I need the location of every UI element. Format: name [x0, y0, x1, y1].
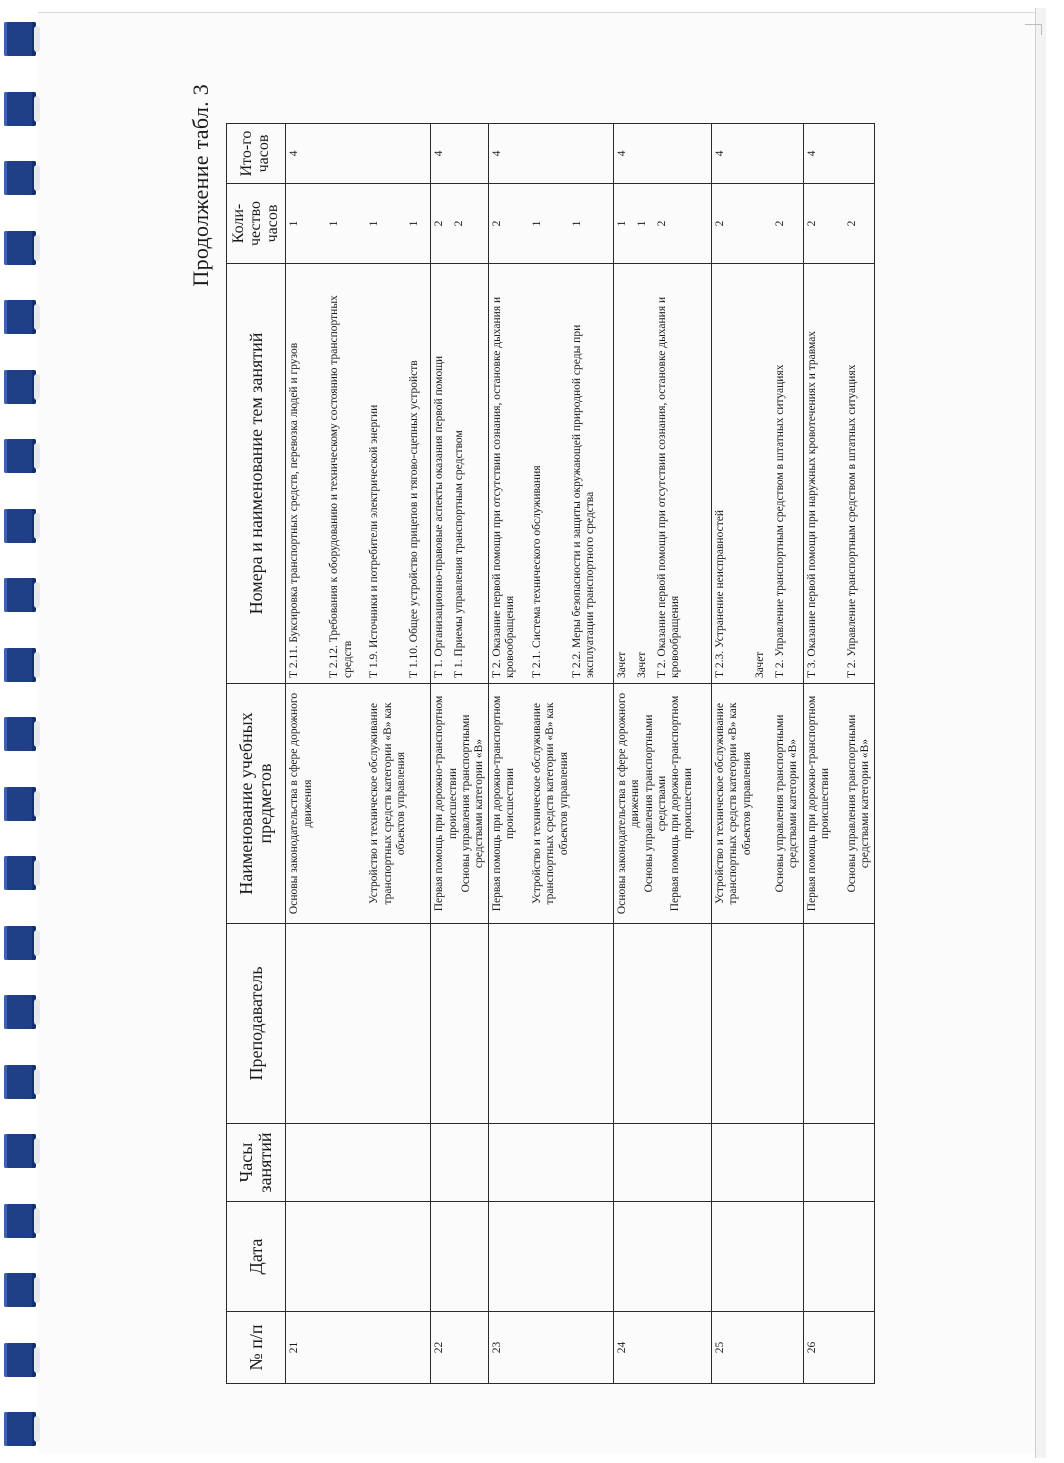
date-cell — [431, 1202, 489, 1312]
hour-count: 2 — [774, 220, 787, 227]
subject-entry: Основы управления транспортными средствами — [642, 714, 668, 893]
row-number: 22 — [431, 1312, 489, 1384]
binding-ring — [4, 1065, 36, 1099]
total-hours: 4 — [286, 124, 431, 184]
binding-ring — [4, 439, 36, 473]
binding-ring — [4, 1134, 36, 1168]
row-number: 24 — [614, 1312, 712, 1384]
topic-entry: Зачет — [754, 651, 767, 678]
topic-cell — [803, 264, 874, 684]
hours-cell — [431, 1124, 489, 1202]
topic-cell — [286, 264, 431, 684]
binding-ring — [4, 1273, 36, 1307]
binding-ring — [4, 92, 36, 126]
count-cell — [489, 184, 614, 264]
hours-cell — [286, 1124, 431, 1202]
rotated-page-content — [188, 84, 878, 1384]
date-cell — [614, 1202, 712, 1312]
topic-entry: Зачет — [616, 651, 629, 678]
header-count: Коли-чество часов — [227, 184, 286, 264]
binding-ring — [4, 1412, 36, 1446]
binding-ring — [4, 648, 36, 682]
header-subject: Наименование учебных предметов — [227, 684, 286, 924]
subject-entry: Первая помощь при дорожно-транспортном происшествии — [433, 695, 459, 912]
page-edge — [1035, 8, 1046, 1458]
header-teacher: Преподаватель — [227, 924, 286, 1124]
binding-ring — [4, 926, 36, 960]
header-num: № п/п — [227, 1312, 286, 1384]
teacher-cell — [712, 924, 803, 1124]
hour-count — [754, 189, 774, 258]
binding-ring — [4, 22, 36, 56]
hour-count: 2 — [805, 220, 818, 227]
subject-cell — [431, 684, 489, 924]
hours-cell — [803, 1124, 874, 1202]
subject-entry: Первая помощь при дорожно-транспортном происшествии — [491, 695, 517, 912]
topic-entry: Т 2. Управление транспортным средством в штатных ситуациях — [845, 364, 858, 678]
teacher-cell — [614, 924, 712, 1124]
topic-cell — [712, 264, 803, 684]
topic-entry: Т 2.12. Требования к оборудованию и техническому состоянию транспортных средств — [328, 295, 354, 678]
binding-ring — [4, 1204, 36, 1238]
subject-cell — [712, 684, 803, 924]
subject-entry: Устройство и техническое обслуживание транспортных средств категории «В» как объектов управления — [531, 702, 570, 905]
subject-entry: Основы законодательства в сфере дорожного движения — [288, 692, 314, 915]
date-cell — [712, 1202, 803, 1312]
row-number: 26 — [803, 1312, 874, 1384]
topic-entry: Т 1. Приемы управления транспортным средством — [453, 430, 466, 678]
binding-ring — [4, 787, 36, 821]
binding-ring — [4, 300, 36, 334]
topic-cell — [489, 264, 614, 684]
teacher-cell — [489, 924, 614, 1124]
teacher-cell — [803, 924, 874, 1124]
count-cell — [803, 184, 874, 264]
page-corner-mark — [1025, 24, 1042, 35]
topic-entry: Т 2. Управление транспортным средством в штатных ситуациях — [774, 364, 787, 678]
subject-entry: Устройство и техническое обслуживание транспортных средств категории «В» как объектов управления — [714, 702, 753, 905]
topic-entry: Т 2.1. Система технического обслуживания — [531, 465, 544, 678]
subject-entry — [328, 689, 368, 918]
topic-entry: Т 1.9. Источники и потребители электрической энергии — [368, 404, 381, 678]
subject-entry — [571, 689, 611, 918]
hour-count: 2 — [491, 220, 504, 227]
table-row — [712, 124, 803, 1384]
count-cell — [431, 184, 489, 264]
table-row — [431, 124, 489, 1384]
subject-entry: Устройство и техническое обслуживание транспортных средств категории «В» как объектов управления — [368, 702, 407, 905]
topic-entry: Т 2. Оказание первой помощи при отсутствии сознания, остановке дыхания и кровообращения — [491, 296, 517, 678]
subject-entry: Первая помощь при дорожно-транспортном происшествии — [669, 695, 695, 912]
row-number: 23 — [489, 1312, 614, 1384]
subject-cell — [803, 684, 874, 924]
row-number: 25 — [712, 1312, 803, 1384]
subject-entry — [754, 689, 774, 918]
date-cell — [489, 1202, 614, 1312]
topic-entry: Зачет — [636, 651, 649, 678]
binding-ring — [4, 231, 36, 265]
topic-entry: Т 1. Организационно-правовые аспекты оказания первой помощи — [433, 355, 446, 678]
hour-count: 1 — [616, 220, 629, 227]
topic-entry: Т 2.3. Устранение неисправностей — [714, 510, 727, 678]
binding-ring — [4, 578, 36, 612]
count-cell — [286, 184, 431, 264]
subject-entry: Основы законодательства в сфере дорожного движения — [616, 692, 642, 915]
date-cell — [803, 1202, 874, 1312]
table-caption: Продолжение табл. 3 — [188, 84, 213, 287]
row-number: 21 — [286, 1312, 431, 1384]
binding-ring — [4, 1343, 36, 1377]
schedule-table — [226, 123, 875, 1384]
hour-count: 1 — [636, 220, 649, 227]
hour-count: 2 — [656, 220, 669, 227]
header-total: Ито-го часов — [227, 124, 286, 184]
subject-cell — [614, 684, 712, 924]
count-cell — [614, 184, 712, 264]
teacher-cell — [286, 924, 431, 1124]
hour-count: 2 — [433, 220, 446, 227]
header-row — [227, 124, 286, 1384]
binding-ring — [4, 370, 36, 404]
hours-cell — [489, 1124, 614, 1202]
subject-cell — [286, 684, 431, 924]
hour-count: 2 — [714, 220, 727, 227]
subject-entry — [408, 689, 428, 918]
topic-entry: Т 3. Оказание первой помощи при наружных кровотечениях и травмах — [805, 330, 818, 678]
hour-count: 2 — [845, 220, 858, 227]
binding-ring — [4, 509, 36, 543]
hours-cell — [614, 1124, 712, 1202]
subject-entry: Первая помощь при дорожно-транспортном происшествии — [805, 695, 831, 912]
hour-count: 1 — [288, 220, 301, 227]
total-hours: 4 — [614, 124, 712, 184]
topic-cell — [614, 264, 712, 684]
topic-entry: Т 2. Оказание первой помощи при отсутствии сознания, остановке дыхания и кровообращения — [656, 296, 682, 678]
header-topic: Номера и наименование тем занятий — [227, 264, 286, 684]
hour-count: 2 — [453, 220, 466, 227]
total-hours: 4 — [712, 124, 803, 184]
table-row — [614, 124, 712, 1384]
hour-count: 1 — [571, 220, 584, 227]
table-row — [489, 124, 614, 1384]
hour-count: 1 — [328, 220, 341, 227]
topic-cell — [431, 264, 489, 684]
total-hours: 4 — [431, 124, 489, 184]
teacher-cell — [431, 924, 489, 1124]
subject-cell — [489, 684, 614, 924]
topic-entry: Т 2.11. Буксировка транспортных средств, перевозка людей и грузов — [288, 342, 301, 678]
hour-count: 1 — [531, 220, 544, 227]
topic-entry: Т 2.2. Меры безопасности и защиты окружающей природной среды при эксплуатации транспортного средства — [571, 324, 597, 678]
hour-count: 1 — [408, 220, 421, 227]
subject-entry: Основы управления транспортными средствами категории «В» — [459, 714, 486, 893]
total-hours: 4 — [489, 124, 614, 184]
binding-ring — [4, 161, 36, 195]
binding-ring — [4, 995, 36, 1029]
subject-entry: Основы управления транспортными средствами категории «В» — [845, 714, 871, 893]
topic-entry: Т 1.10. Общее устройство прицепов и тягово-сцепных устройств — [408, 360, 421, 678]
table-row — [803, 124, 874, 1384]
spiral-binding — [0, 0, 42, 1463]
total-hours: 4 — [803, 124, 874, 184]
binding-ring — [4, 856, 36, 890]
hours-cell — [712, 1124, 803, 1202]
header-date: Дата — [227, 1202, 286, 1312]
count-cell — [712, 184, 803, 264]
table-row — [286, 124, 431, 1384]
hour-count: 1 — [368, 220, 381, 227]
date-cell — [286, 1202, 431, 1312]
header-hours: Часы занятий — [227, 1124, 286, 1202]
binding-ring — [4, 717, 36, 751]
subject-entry: Основы управления транспортными средствами категории «В» — [774, 714, 800, 893]
